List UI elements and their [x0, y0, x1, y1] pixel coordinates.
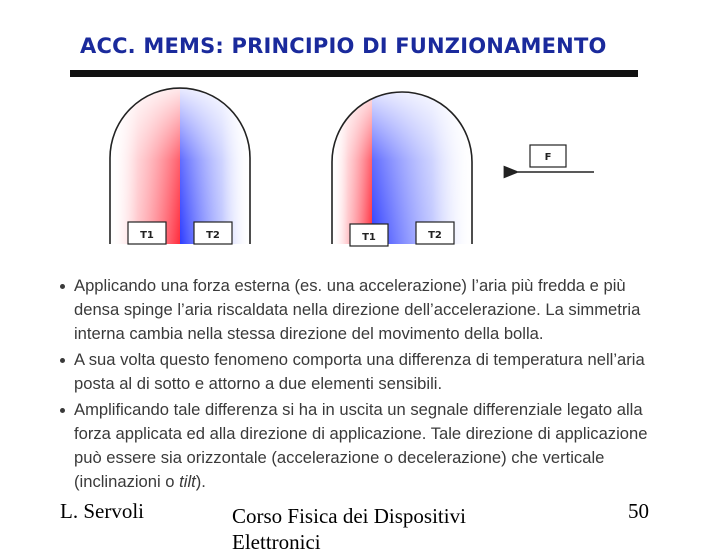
footer-author: L. Servoli: [60, 499, 144, 523]
left-t2-label: T2: [206, 230, 220, 241]
bullet-item: [56, 398, 656, 494]
bullet-dot-icon: [60, 358, 65, 363]
left-sensor: [110, 88, 250, 248]
page-number: 50: [628, 499, 649, 523]
sensor-figure: [100, 88, 620, 252]
title-underline: [70, 70, 638, 77]
force-label: F: [544, 152, 552, 163]
bullet-text-end: ).: [195, 472, 206, 491]
footer-course: Corso Fisica dei Dispositivi Elettronici: [232, 504, 466, 554]
bullet-dot-icon: [60, 408, 65, 413]
force-indicator: [518, 145, 594, 172]
bullet-dot-icon: [60, 284, 65, 289]
bullet-text: Applicando una forza esterna (es. una accelerazione) l’aria più fredda e più densa spinge l’aria riscaldata nella direzione dell’accelerazione. La simmetria interna cambia nella stessa direzione del movimento della bolla.: [74, 276, 641, 343]
right-sensor: [332, 88, 472, 248]
left-t1-label: T1: [140, 230, 154, 241]
slide-title: ACC. MEMS: PRINCIPIO DI FUNZIONAMENTO: [80, 34, 607, 58]
bullet-item: [56, 348, 656, 396]
bullet-text: A sua volta questo fenomeno comporta una differenza di temperatura nell’aria posta al di sotto e attorno a due elementi sensibili.: [74, 350, 645, 393]
right-t2-label: T2: [428, 230, 442, 241]
bullet-text-italic: tilt: [179, 472, 196, 491]
bullet-list: [56, 274, 656, 496]
sensor-diagram: [100, 88, 620, 252]
right-t1-label: T1: [362, 232, 376, 243]
bullet-item: [56, 274, 656, 346]
bullet-text-start: Amplificando tale differenza si ha in uscita un segnale differenziale legato alla forza applicata ed alla direzione di applicazione. Tale direzione di applicazione può essere sia orizzontale (accelerazione o decelerazione) che verticale (inclinazioni o: [74, 400, 648, 491]
